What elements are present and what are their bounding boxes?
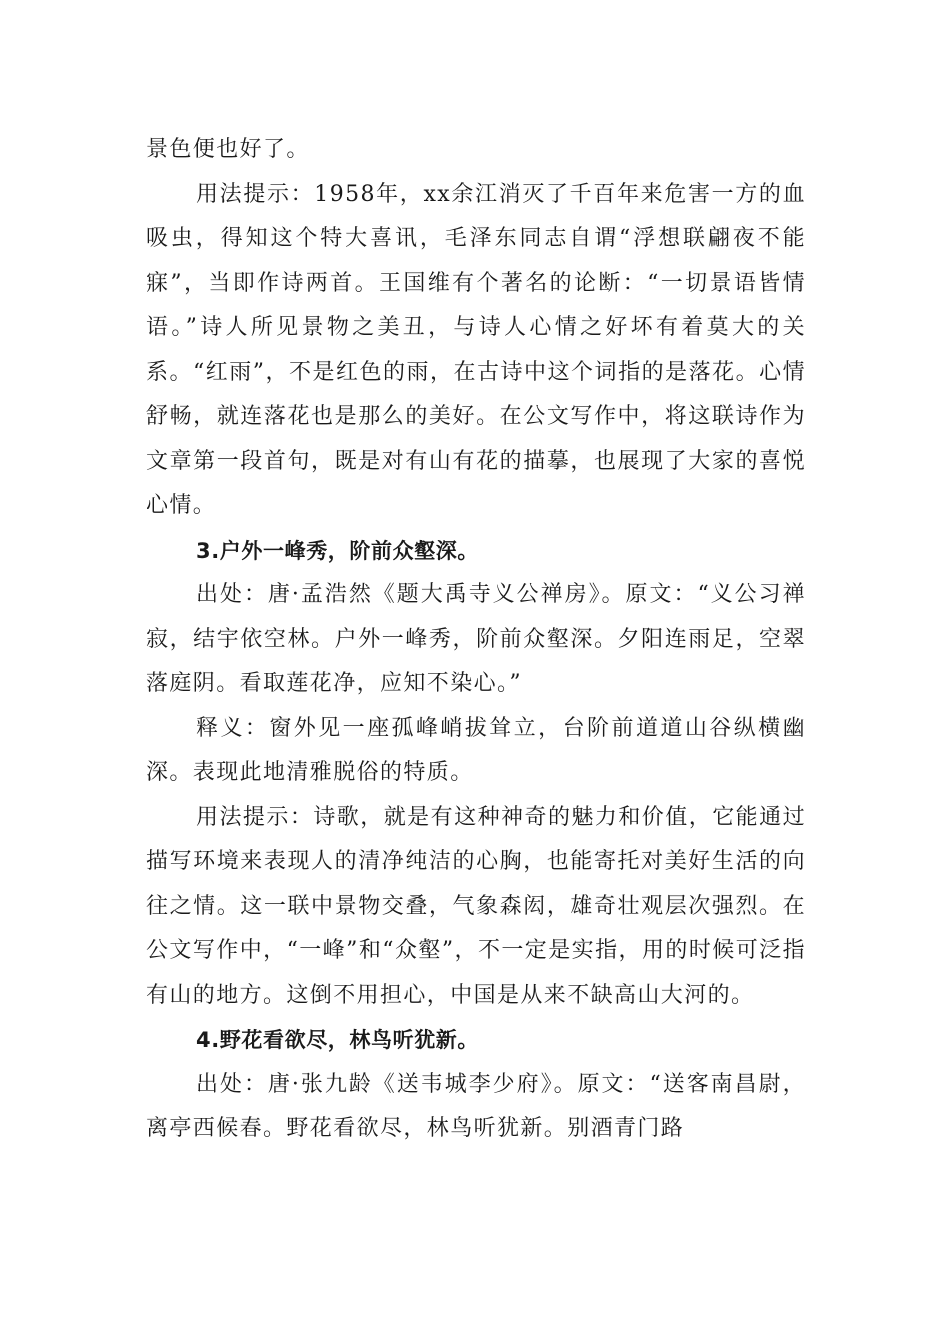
section-heading-4: 4.野花看欲尽，林鸟听犹新。 [196, 1028, 479, 1052]
section-heading-3: 3.户外一峰秀，阶前众壑深。 [196, 538, 479, 563]
paragraph-source-4: 出处：唐·张九龄《送韦城李少府》。原文：“送客南昌尉，离亭西候春。野花看欲尽，林鸟听犹新。别酒青门路 [146, 1071, 806, 1141]
paragraph-continuation: 景色便也好了。 [146, 137, 310, 162]
document-body [146, 128, 806, 1152]
paragraph-usage-tip-3: 用法提示：诗歌，就是有这种神奇的魅力和价值，它能通过描写环境来表现人的清净纯洁的心胸，也能寄托对美好生活的向往之情。这一联中景物交叠，气象森闳，雄奇壮观层次强烈。在公文写作中，“一峰”和“众壑”，不一定是实指，用的时候可泛指有山的地方。这倒不用担心，中国是从来不缺高山大河的。 [146, 804, 806, 1008]
paragraph-meaning-3: 释义：窗外见一座孤峰峭拔耸立，台阶前道道山谷纵横幽深。表现此地清雅脱俗的特质。 [146, 715, 806, 785]
paragraph-source-3: 出处：唐·孟浩然《题大禹寺义公禅房》。原文：“义公习禅寂，结宇依空林。户外一峰秀，阶前众壑深。夕阳连雨足，空翠落庭阴。看取莲花净，应知不染心。” [146, 582, 806, 696]
paragraph-usage-tip-2: 用法提示：1958年，xx余江消灭了千百年来危害一方的血吸虫，得知这个特大喜讯，毛泽东同志自谓“浮想联翩夜不能寐”，当即作诗两首。王国维有个著名的论断：“一切景语皆情语。”诗人所见景物之美丑，与诗人心情之好坏有着莫大的关系。“红雨”，不是红色的雨，在古诗中这个词指的是落花。心情舒畅，就连落花也是那么的美好。在公文写作中，将这联诗作为文章第一段首句，既是对有山有花的描摹，也展现了大家的喜悦心情。 [146, 181, 806, 518]
